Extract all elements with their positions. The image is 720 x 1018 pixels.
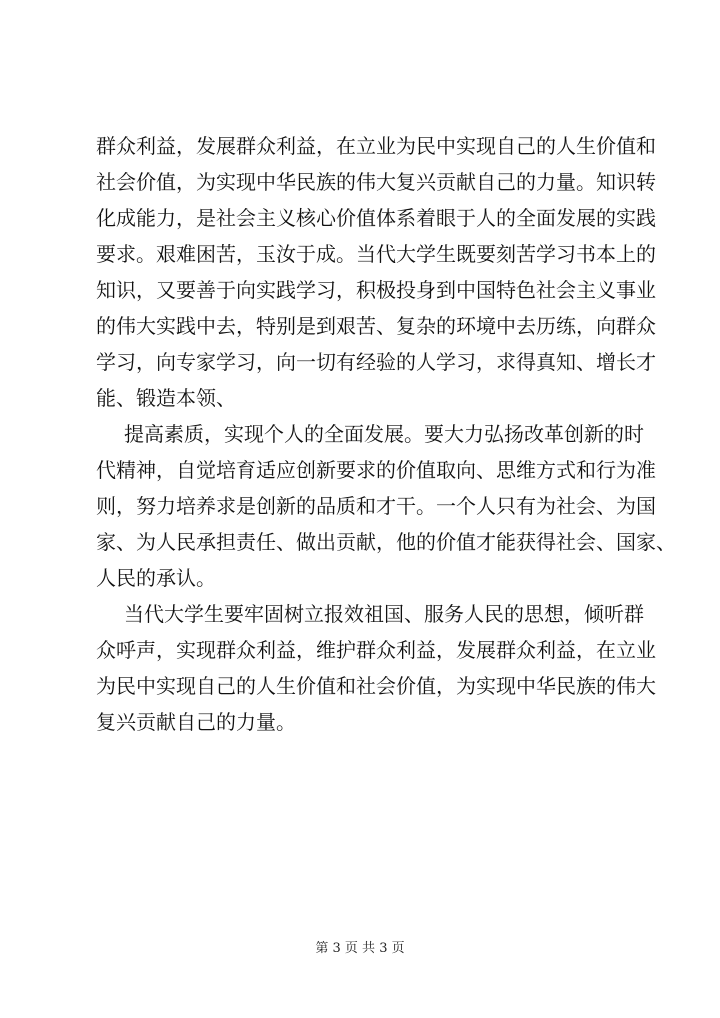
paragraph-line: 群众利益，发展群众利益，在立业为民中实现自己的人生价值和 <box>96 134 656 158</box>
paragraph-line: 则，努力培养求是创新的品质和才干。一个人只有为社会、为国 <box>96 494 656 518</box>
paragraph-line: 学习，向专家学习，向一切有经验的人学习，求得真知、增长才 <box>96 350 656 374</box>
paragraph-line: 要求。艰难困苦，玉汝于成。当代大学生既要刻苦学习书本上的 <box>96 242 656 266</box>
paragraph-line: 众呼声，实现群众利益，维护群众利益，发展群众利益，在立业 <box>96 638 656 662</box>
paragraph-line: 代精神，自觉培育适应创新要求的价值取向、思维方式和行为准 <box>96 458 656 482</box>
paragraph-line: 知识，又要善于向实践学习，积极投身到中国特色社会主义事业 <box>96 278 656 302</box>
paragraph-line: 为民中实现自己的人生价值和社会价值，为实现中华民族的伟大 <box>96 674 656 698</box>
paragraph-line: 复兴贡献自己的力量。 <box>96 710 296 734</box>
paragraph-line: 能、锻造本领、 <box>96 386 236 410</box>
paragraph-line: 家、为人民承担责任、做出贡献，他的价值才能获得社会、国家、 <box>96 530 676 554</box>
page-number-footer: 第 3 页 共 3 页 <box>315 941 405 956</box>
paragraph-line: 化成能力，是社会主义核心价值体系着眼于人的全面发展的实践 <box>96 206 656 230</box>
paragraph-line: 社会价值，为实现中华民族的伟大复兴贡献自己的力量。知识转 <box>96 170 656 194</box>
paragraph-line: 提高素质，实现个人的全面发展。要大力弘扬改革创新的时 <box>124 422 644 446</box>
paragraph-line: 当代大学生要牢固树立报效祖国、服务人民的思想，倾听群 <box>124 602 644 626</box>
paragraph-line: 的伟大实践中去，特别是到艰苦、复杂的环境中去历练，向群众 <box>96 314 656 338</box>
paragraph-3 <box>96 596 656 740</box>
paragraph-line: 人民的承认。 <box>96 566 216 590</box>
paragraph-1 <box>96 128 656 416</box>
document-body <box>96 128 676 740</box>
paragraph-2 <box>96 416 676 596</box>
